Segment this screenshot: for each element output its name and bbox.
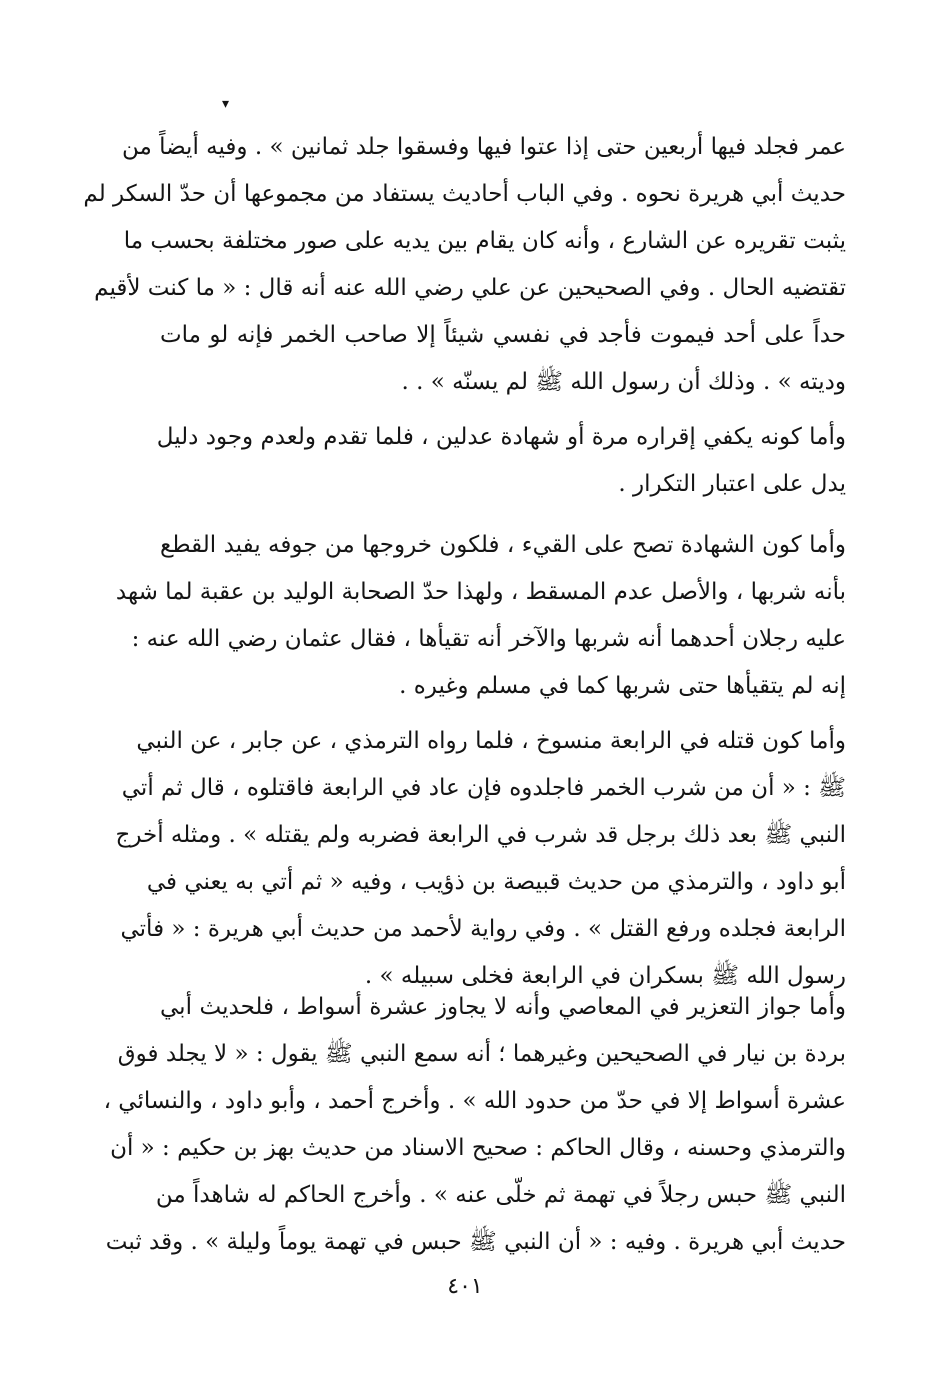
paragraph-5 xyxy=(103,984,846,1266)
text-line: إنه لم يتقيأها حتى شربها كما في مسلم وغيره . xyxy=(399,673,846,699)
page-number: ٤٠١ xyxy=(447,1274,483,1299)
text-line: والترمذي وحسنه ، وقال الحاكم : صحيح الاسناد من حديث بهز بن حكيم : « أن xyxy=(110,1135,846,1161)
text-line: حداً على أحد فيموت فأجد في نفسي شيئاً إلا صاحب الخمر فإنه لو مات xyxy=(160,322,846,348)
text-line: وأما جواز التعزير في المعاصي وأنه لا يجاوز عشرة أسواط ، فلحديث أبي xyxy=(160,994,846,1020)
text-line: عمر فجلد فيها أربعين حتى إذا عتوا فيها وفسقوا جلد ثمانين » . وفيه أيضاً من xyxy=(121,134,846,160)
text-line: وأما كونه يكفي إقراره مرة أو شهادة عدلين ، فلما تقدم ولعدم وجود دليل xyxy=(156,424,846,450)
top-mark: ▾ xyxy=(222,96,230,112)
paragraph-2 xyxy=(156,414,846,508)
text-line: رسول الله ﷺ بسكران في الرابعة فخلى سبيله » . xyxy=(364,963,846,989)
paragraph-4 xyxy=(115,718,846,1000)
text-line: حديث أبي هريرة . وفيه : « أن النبي ﷺ حبس في تهمة يوماً وليلة » . وقد ثبت xyxy=(105,1229,846,1255)
text-line: يثبت تقريره عن الشارع ، وأنه كان يقام بين يديه على صور مختلفة بحسب ما xyxy=(123,228,846,254)
text-line: عشرة أسواط إلا في حدّ من حدود الله » . وأخرج أحمد ، وأبو داود ، والنسائي ، xyxy=(103,1088,846,1114)
text-line: ﷺ : « أن من شرب الخمر فاجلدوه فإن عاد في الرابعة فاقتلوه ، قال ثم أتي xyxy=(121,775,846,801)
paragraph-3 xyxy=(115,522,846,710)
text-line: بأنه شربها ، والأصل عدم المسقط ، ولهذا حدّ الصحابة الوليد بن عقبة لما شهد xyxy=(115,579,846,605)
text-line: عليه رجلان أحدهما أنه شربها والآخر أنه تقيأها ، فقال عثمان رضي الله عنه : xyxy=(131,626,846,652)
text-line: وديته » . وذلك أن رسول الله ﷺ لم يسنّه » . . xyxy=(401,369,846,395)
text-line: بردة بن نيار في الصحيحين وغيرهما ؛ أنه سمع النبي ﷺ يقول : « لا يجلد فوق xyxy=(117,1041,846,1067)
text-line: حديث أبي هريرة نحوه . وفي الباب أحاديث يستفاد من مجموعها أن حدّ السكر لم xyxy=(83,181,846,207)
text-line: وأما كون قتله في الرابعة منسوخ ، فلما رواه الترمذي ، عن جابر ، عن النبي xyxy=(136,728,846,754)
paragraph-1 xyxy=(83,124,846,406)
text-line: يدل على اعتبار التكرار . xyxy=(618,471,846,497)
text-line: الرابعة فجلده ورفع القتل » . وفي رواية لأحمد من حديث أبي هريرة : « فأتي xyxy=(120,916,846,942)
text-line: النبي ﷺ بعد ذلك برجل قد شرب في الرابعة فضربه ولم يقتله » . ومثله أخرج xyxy=(115,822,846,848)
text-line: تقتضيه الحال . وفي الصحيحين عن علي رضي الله عنه أنه قال : « ما كنت لأقيم xyxy=(94,275,846,301)
text-line: أبو داود ، والترمذي من حديث قبيصة بن ذؤيب ، وفيه « ثم أتي به يعني في xyxy=(146,869,846,895)
text-line: وأما كون الشهادة تصح على القيء ، فلكون خروجها من جوفه يفيد القطع xyxy=(160,532,846,558)
text-line: النبي ﷺ حبس رجلاً في تهمة ثم خلّى عنه » . وأخرج الحاكم له شاهداً من xyxy=(155,1182,846,1208)
